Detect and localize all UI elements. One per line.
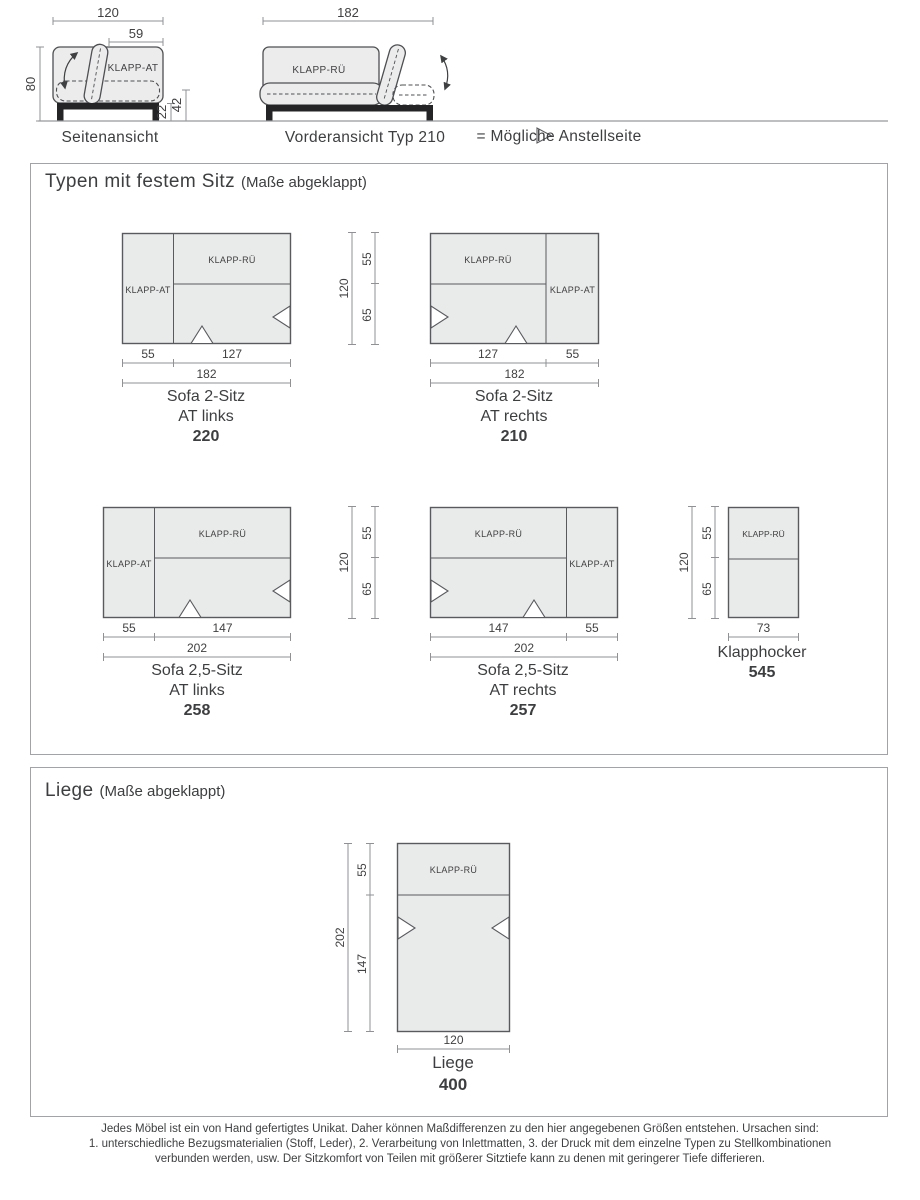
- dim-side-upper: [109, 26, 163, 46]
- dim-label: 120: [337, 278, 351, 299]
- dim-label: 147: [211, 620, 233, 635]
- caption-klapphocker: [682, 643, 842, 683]
- dim-label: 59: [128, 26, 144, 41]
- caption-sofa-258: [97, 661, 297, 721]
- side-view-caption: Seitenansicht: [61, 129, 159, 146]
- model-variant: AT links: [178, 408, 234, 425]
- klapp-at-label: KLAPP-AT: [549, 284, 595, 295]
- panel2-title-suffix: (Maße abgeklappt): [99, 783, 226, 800]
- dim-label: 55: [140, 346, 155, 361]
- model-code: 400: [438, 1075, 468, 1094]
- caption-liege: [353, 1052, 553, 1096]
- dim-label: 202: [513, 640, 534, 655]
- caption-sofa-210: [414, 387, 614, 447]
- panel2-title: [45, 780, 225, 802]
- dim-label: 22: [154, 104, 169, 120]
- model-name: Sofa 2,5-Sitz: [151, 662, 243, 679]
- legend: [476, 128, 641, 145]
- plan-sofa-220: [121, 232, 311, 390]
- dim-label: 182: [503, 366, 525, 381]
- dim-label: 65: [360, 308, 374, 322]
- caption-sofa-257: [423, 661, 623, 721]
- dim-total: [728, 621, 798, 641]
- dim-label: 65: [700, 582, 714, 596]
- dim-total: [103, 641, 290, 661]
- klapp-rue-label: KLAPP-RÜ: [463, 254, 512, 265]
- plan-klapphocker-545: [727, 506, 803, 646]
- model-name: Liege: [432, 1053, 474, 1072]
- base-frame: [57, 103, 159, 121]
- dim-total: [430, 367, 598, 387]
- front-elevation-drawing: [260, 5, 448, 121]
- dim-label: 182: [337, 5, 359, 20]
- model-name: Sofa 2-Sitz: [166, 388, 246, 405]
- klapp-at-label: KLAPP-AT: [107, 63, 159, 74]
- klapp-at-label: KLAPP-AT: [124, 284, 171, 295]
- model-variant: AT rechts: [480, 408, 548, 425]
- klapp-at-label: KLAPP-AT: [105, 558, 152, 569]
- dim-height-total: [333, 843, 352, 1031]
- model-code: 220: [192, 428, 220, 445]
- dim-label: 73: [756, 620, 770, 635]
- panel1-title-suffix: (Maße abgeklappt): [241, 174, 367, 191]
- dim-label: 42: [169, 97, 184, 113]
- dim-segments: [103, 621, 290, 641]
- dim-label: 202: [186, 640, 207, 655]
- panel1-title-main: Typen mit festem Sitz: [45, 171, 236, 192]
- dim-label: 55: [355, 862, 369, 877]
- dim-label: 55: [700, 526, 714, 540]
- dim-label: 55: [121, 620, 136, 635]
- dim-label: 65: [360, 582, 374, 596]
- model-name: Sofa 2,5-Sitz: [477, 662, 569, 679]
- dim-label: 120: [97, 5, 119, 20]
- dim-segments: [122, 347, 290, 367]
- dim-label: 182: [195, 366, 217, 381]
- dim-label: 55: [584, 620, 599, 635]
- klapp-at-label: KLAPP-AT: [568, 558, 615, 569]
- dim-total: [430, 641, 617, 661]
- panel1-title: [45, 171, 367, 193]
- model-variant: AT rechts: [489, 682, 557, 699]
- model-variant: AT links: [169, 682, 225, 699]
- vdim-hocker: [670, 505, 726, 621]
- footer-line: 1. unterschiedliche Bezugsmaterialien (Stoff, Leder), 2. Verarbeitung von Inlettmatten, 3. der Druck mit dem einzelne Typen zu Stellkombinationen: [88, 1138, 832, 1150]
- model-name: Klapphocker: [717, 644, 807, 661]
- caption-sofa-220: [106, 387, 306, 447]
- dim-label: 147: [355, 953, 369, 974]
- dim-label: 147: [487, 620, 509, 635]
- dim-label: 127: [221, 346, 242, 361]
- dim-label: 55: [360, 252, 374, 266]
- model-code: 210: [500, 428, 528, 445]
- dim-label: 55: [360, 526, 374, 540]
- vdim-row2: [330, 505, 386, 621]
- dim-seat-height: [169, 90, 190, 121]
- vdim-row1: [330, 231, 386, 347]
- model-code: 257: [509, 702, 537, 719]
- footer-note: [0, 1122, 920, 1167]
- dim-segments: [430, 347, 598, 367]
- klapp-rue-label: KLAPP-RÜ: [198, 528, 246, 539]
- klapp-rue-label: KLAPP-RÜ: [207, 254, 256, 265]
- model-name: Sofa 2-Sitz: [474, 388, 554, 405]
- model-code: 258: [183, 702, 211, 719]
- panel2-title-main: Liege: [45, 780, 94, 801]
- dim-label: 80: [23, 76, 38, 92]
- dim-width: [398, 1033, 510, 1053]
- dim-total: [122, 367, 290, 387]
- dim-label: 55: [565, 346, 579, 361]
- plan-liege-400: [328, 842, 512, 1056]
- dim-label: 120: [443, 1032, 464, 1047]
- elevation-views: [0, 0, 920, 160]
- footer-line: verbunden werden, usw. Der Sitzkomfort von Teilen mit größerer Sitztiefe kann zu denen mit geringerer Tiefe differieren.: [154, 1153, 766, 1165]
- klapp-rue-label: KLAPP-RÜ: [292, 65, 346, 76]
- plan-sofa-257: [429, 506, 636, 664]
- fold-arrow-icon: [441, 56, 448, 89]
- side-elevation-drawing: [23, 5, 190, 121]
- front-view-caption: Vorderansicht Typ 210: [284, 129, 446, 146]
- folded-armrest-outline: [393, 85, 434, 105]
- dim-label: 120: [677, 552, 691, 573]
- plan-sofa-258: [102, 506, 309, 664]
- legend-text: = Mögliche Anstellseite: [476, 128, 642, 145]
- dim-height-segments: [355, 843, 374, 1031]
- klapp-rue-label: KLAPP-RÜ: [429, 864, 478, 875]
- dim-segments: [430, 621, 617, 641]
- footer-line: Jedes Möbel ist ein von Hand gefertigtes Unikat. Daher können Maßdifferenzen zu den hier angegebenen Größen entstehen. Ursachen sind:: [101, 1123, 819, 1135]
- klapp-rue-label: KLAPP-RÜ: [474, 528, 522, 539]
- klapp-rue-label: KLAPP-RÜ: [741, 528, 785, 539]
- dim-label: 120: [337, 552, 351, 573]
- dim-front-width: [263, 5, 433, 25]
- plan-sofa-210: [429, 232, 619, 390]
- dim-label: 202: [333, 926, 347, 948]
- dim-side-height: [23, 47, 44, 121]
- model-code: 545: [748, 664, 776, 681]
- dim-side-width: [53, 5, 163, 25]
- base-frame: [266, 105, 433, 121]
- dim-label: 127: [477, 346, 498, 361]
